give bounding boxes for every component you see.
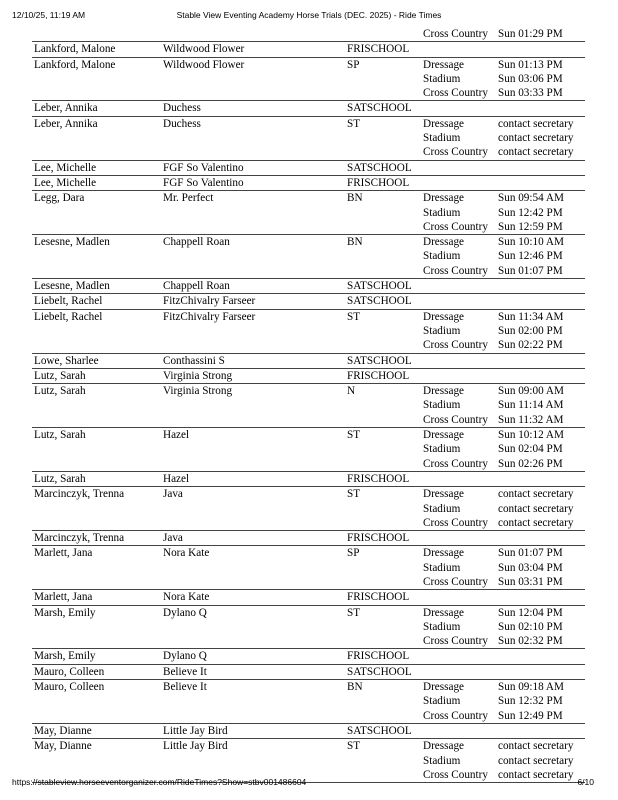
phase-cell: Stadium <box>423 399 461 412</box>
ride-time-cell: contact secretary <box>498 768 574 781</box>
horse-name-cell: FitzChivalry Farseer <box>163 310 256 323</box>
rider-name-cell: Lesesne, Madlen <box>34 280 110 293</box>
phase-cell: Stadium <box>423 72 461 85</box>
table-row-line <box>32 620 585 634</box>
table-row <box>32 590 585 605</box>
ride-time-cell: Sun 01:07 PM <box>498 547 563 560</box>
rider-name-cell: May, Dianne <box>34 740 92 753</box>
table-row <box>32 680 585 724</box>
table-row-line <box>32 457 585 471</box>
table-row-line <box>32 279 585 293</box>
rider-name-cell: Mauro, Colleen <box>34 681 105 694</box>
rider-name-cell: Marcinczyk, Trenna <box>34 488 125 501</box>
table-row-line <box>32 428 585 442</box>
table-row-line <box>32 546 585 560</box>
table-row <box>32 310 585 354</box>
phase-cell: Dressage <box>423 236 465 249</box>
table-row <box>32 279 585 294</box>
rider-name-cell: Lutz, Sarah <box>34 472 86 485</box>
phase-cell: Cross Country <box>423 264 488 277</box>
table-row <box>32 42 585 57</box>
ride-time-cell: Sun 12:49 PM <box>498 709 563 722</box>
ride-time-cell: Sun 12:59 PM <box>498 220 563 233</box>
level-cell: ST <box>347 606 361 619</box>
phase-cell: Cross Country <box>423 413 488 426</box>
phase-cell: Dressage <box>423 192 465 205</box>
page-number: 6/10 <box>577 777 594 787</box>
rider-name-cell: Marsh, Emily <box>34 650 96 663</box>
level-cell: FRISCHOOL <box>347 43 410 56</box>
table-row-line <box>32 384 585 398</box>
level-cell: SATSCHOOL <box>347 161 412 174</box>
phase-cell: Cross Country <box>423 28 488 40</box>
table-row-line <box>32 590 585 604</box>
ride-time-cell: Sun 01:29 PM <box>498 28 563 40</box>
table-row <box>32 606 585 650</box>
phase-cell: Stadium <box>423 502 461 515</box>
ride-time-cell: Sun 10:12 AM <box>498 429 564 442</box>
table-row-line <box>32 516 585 530</box>
horse-name-cell: Believe It <box>163 665 207 678</box>
table-row-line <box>32 324 585 338</box>
horse-name-cell: Wildwood Flower <box>163 43 245 56</box>
rider-name-cell: Lankford, Malone <box>34 43 116 56</box>
phase-cell: Dressage <box>423 429 465 442</box>
rider-name-cell: Marsh, Emily <box>34 606 96 619</box>
ride-time-cell: Sun 02:10 PM <box>498 620 563 633</box>
phase-cell: Stadium <box>423 443 461 456</box>
table-row <box>32 384 585 428</box>
horse-name-cell: Duchess <box>163 117 201 130</box>
ride-times-table <box>32 27 585 783</box>
table-row-line <box>32 665 585 679</box>
level-cell: BN <box>347 236 363 249</box>
rider-name-cell: May, Dianne <box>34 724 92 737</box>
phase-cell: Cross Country <box>423 709 488 722</box>
table-row-line <box>32 27 585 41</box>
level-cell: N <box>347 385 356 398</box>
ride-time-cell: contact secretary <box>498 146 574 159</box>
table-row-line <box>32 487 585 501</box>
table-row <box>32 487 585 531</box>
horse-name-cell: Hazel <box>163 429 190 442</box>
rider-name-cell: Liebelt, Rachel <box>34 295 103 308</box>
rider-name-cell: Lee, Michelle <box>34 161 97 174</box>
phase-cell: Stadium <box>423 324 461 337</box>
level-cell: ST <box>347 740 361 753</box>
horse-name-cell: Virginia Strong <box>163 385 233 398</box>
table-row-line <box>32 575 585 589</box>
level-cell: FRISCHOOL <box>347 369 410 382</box>
level-cell: BN <box>347 192 363 205</box>
phase-cell: Stadium <box>423 754 461 767</box>
ride-time-cell: Sun 11:32 AM <box>498 413 564 426</box>
horse-name-cell: Mr. Perfect <box>163 192 214 205</box>
table-row-line <box>32 249 585 263</box>
table-row <box>32 117 585 161</box>
level-cell: SATSCHOOL <box>347 665 412 678</box>
ride-time-cell: Sun 12:46 PM <box>498 250 563 263</box>
phase-cell: Dressage <box>423 488 465 501</box>
level-cell: FRISCHOOL <box>347 176 410 189</box>
level-cell: BN <box>347 681 363 694</box>
table-row-line <box>32 101 585 115</box>
table-row-line <box>32 86 585 100</box>
table-row <box>32 161 585 176</box>
phase-cell: Dressage <box>423 681 465 694</box>
level-cell: SP <box>347 547 360 560</box>
horse-name-cell: Little Jay Bird <box>163 724 228 737</box>
table-row-line <box>32 145 585 159</box>
level-cell: ST <box>347 310 361 323</box>
level-cell: SATSCHOOL <box>347 354 412 367</box>
horse-name-cell: Java <box>163 532 183 545</box>
table-row <box>32 428 585 472</box>
horse-name-cell: Hazel <box>163 472 190 485</box>
phase-cell: Stadium <box>423 620 461 633</box>
ride-time-cell: Sun 02:32 PM <box>498 635 563 648</box>
phase-cell: Stadium <box>423 695 461 708</box>
table-row <box>32 176 585 191</box>
rider-name-cell: Marlett, Jana <box>34 591 93 604</box>
ride-time-cell: contact secretary <box>498 754 574 767</box>
table-row-line <box>32 206 585 220</box>
print-date: 12/10/25, 11:19 AM <box>12 10 86 20</box>
rider-name-cell: Leber, Annika <box>34 102 98 115</box>
rider-name-cell: Mauro, Colleen <box>34 665 105 678</box>
rider-name-cell: Lutz, Sarah <box>34 429 86 442</box>
horse-name-cell: Conthassini S <box>163 354 225 367</box>
ride-time-cell: Sun 01:13 PM <box>498 58 563 71</box>
table-row-line <box>32 264 585 278</box>
level-cell: ST <box>347 429 361 442</box>
ride-time-cell: Sun 12:42 PM <box>498 206 563 219</box>
phase-cell: Dressage <box>423 310 465 323</box>
ride-time-cell: Sun 01:07 PM <box>498 264 563 277</box>
phase-cell: Cross Country <box>423 339 488 352</box>
level-cell: FRISCHOOL <box>347 591 410 604</box>
table-row-line <box>32 398 585 412</box>
table-row-line <box>32 694 585 708</box>
level-cell: SP <box>347 58 360 71</box>
table-row-line <box>32 680 585 694</box>
table-row-line <box>32 131 585 145</box>
rider-name-cell: Lesesne, Madlen <box>34 236 110 249</box>
table-row-line <box>32 724 585 738</box>
phase-cell: Cross Country <box>423 768 488 781</box>
ride-time-cell: contact secretary <box>498 132 574 145</box>
ride-time-cell: contact secretary <box>498 117 574 130</box>
phase-cell: Cross Country <box>423 575 488 588</box>
phase-cell: Cross Country <box>423 516 488 529</box>
phase-cell: Stadium <box>423 250 461 263</box>
table-row <box>32 235 585 279</box>
table-row-line <box>32 369 585 383</box>
rider-name-cell: Marlett, Jana <box>34 547 93 560</box>
page-title: Stable View Eventing Academy Horse Trials (DEC. 2025) - Ride Times <box>176 10 442 20</box>
table-row-line <box>32 709 585 723</box>
phase-cell: Dressage <box>423 117 465 130</box>
ride-time-cell: Sun 12:32 PM <box>498 695 563 708</box>
table-row-line <box>32 42 585 56</box>
table-row <box>32 191 585 235</box>
horse-name-cell: Dylano Q <box>163 606 207 619</box>
table-row-line <box>32 561 585 575</box>
ride-time-cell: Sun 11:14 AM <box>498 399 564 412</box>
phase-cell: Cross Country <box>423 220 488 233</box>
phase-cell: Cross Country <box>423 457 488 470</box>
ride-time-cell: Sun 11:34 AM <box>498 310 564 323</box>
ride-time-cell: Sun 02:22 PM <box>498 339 563 352</box>
horse-name-cell: Wildwood Flower <box>163 58 245 71</box>
table-row-line <box>32 117 585 131</box>
table-row-line <box>32 442 585 456</box>
horse-name-cell: FitzChivalry Farseer <box>163 295 256 308</box>
phase-cell: Dressage <box>423 547 465 560</box>
rider-name-cell: Lutz, Sarah <box>34 369 86 382</box>
phase-cell: Dressage <box>423 58 465 71</box>
phase-cell: Stadium <box>423 206 461 219</box>
table-row-line <box>32 338 585 352</box>
table-row <box>32 101 585 116</box>
horse-name-cell: Believe It <box>163 681 207 694</box>
table-row-line <box>32 606 585 620</box>
phase-cell: Dressage <box>423 606 465 619</box>
rider-name-cell: Lee, Michelle <box>34 176 97 189</box>
ride-time-cell: Sun 03:31 PM <box>498 575 563 588</box>
table-row <box>32 665 585 680</box>
table-row-line <box>32 161 585 175</box>
phase-cell: Cross Country <box>423 635 488 648</box>
ride-time-cell: contact secretary <box>498 502 574 515</box>
table-row <box>32 27 585 42</box>
rider-name-cell: Leber, Annika <box>34 117 98 130</box>
phase-cell: Dressage <box>423 740 465 753</box>
level-cell: SATSCHOOL <box>347 295 412 308</box>
table-row-line <box>32 354 585 368</box>
level-cell: SATSCHOOL <box>347 280 412 293</box>
table-row-line <box>32 58 585 72</box>
table-row-line <box>32 72 585 86</box>
table-row <box>32 649 585 664</box>
horse-name-cell: Nora Kate <box>163 547 210 560</box>
rider-name-cell: Lankford, Malone <box>34 58 116 71</box>
table-row-line <box>32 531 585 545</box>
horse-name-cell: Java <box>163 488 183 501</box>
ride-time-cell: Sun 09:18 AM <box>498 681 564 694</box>
ride-time-cell: contact secretary <box>498 488 574 501</box>
horse-name-cell: FGF So Valentino <box>163 161 244 174</box>
table-row-line <box>32 413 585 427</box>
table-row-line <box>32 310 585 324</box>
table-row-line <box>32 176 585 190</box>
print-footer <box>0 777 618 791</box>
level-cell: FRISCHOOL <box>347 532 410 545</box>
table-row-line <box>32 191 585 205</box>
level-cell: ST <box>347 488 361 501</box>
table-row <box>32 472 585 487</box>
page-url: https://stableview.horseeventorganizer.com/RideTimes?Show=stbv001486604 <box>12 777 307 787</box>
level-cell: SATSCHOOL <box>347 724 412 737</box>
phase-cell: Cross Country <box>423 146 488 159</box>
ride-time-cell: Sun 03:06 PM <box>498 72 563 85</box>
table-row-line <box>32 235 585 249</box>
table-row <box>32 294 585 309</box>
ride-time-cell: Sun 02:04 PM <box>498 443 563 456</box>
table-row-line <box>32 634 585 648</box>
horse-name-cell: Duchess <box>163 102 201 115</box>
level-cell: SATSCHOOL <box>347 102 412 115</box>
ride-time-cell: Sun 10:10 AM <box>498 236 564 249</box>
horse-name-cell: Virginia Strong <box>163 369 233 382</box>
table-row <box>32 546 585 590</box>
ride-time-cell: Sun 09:54 AM <box>498 192 564 205</box>
rider-name-cell: Lowe, Sharlee <box>34 354 99 367</box>
level-cell: FRISCHOOL <box>347 650 410 663</box>
ride-time-cell: Sun 03:04 PM <box>498 561 563 574</box>
horse-name-cell: Nora Kate <box>163 591 210 604</box>
table-row <box>32 354 585 369</box>
table-row <box>32 724 585 739</box>
horse-name-cell: Chappell Roan <box>163 236 230 249</box>
ride-time-cell: Sun 03:33 PM <box>498 87 563 100</box>
ride-time-cell: Sun 09:00 AM <box>498 385 564 398</box>
print-header <box>0 10 618 24</box>
level-cell: ST <box>347 117 361 130</box>
rider-name-cell: Lutz, Sarah <box>34 385 86 398</box>
phase-cell: Dressage <box>423 385 465 398</box>
horse-name-cell: Dylano Q <box>163 650 207 663</box>
ride-time-cell: Sun 02:26 PM <box>498 457 563 470</box>
rider-name-cell: Legg, Dara <box>34 192 85 205</box>
table-row-line <box>32 502 585 516</box>
phase-cell: Stadium <box>423 132 461 145</box>
horse-name-cell: Little Jay Bird <box>163 740 228 753</box>
horse-name-cell: Chappell Roan <box>163 280 230 293</box>
table-row-line <box>32 649 585 663</box>
table-row-line <box>32 754 585 768</box>
rider-name-cell: Liebelt, Rachel <box>34 310 103 323</box>
table-row-line <box>32 294 585 308</box>
level-cell: FRISCHOOL <box>347 472 410 485</box>
table-row <box>32 58 585 102</box>
ride-time-cell: Sun 12:04 PM <box>498 606 563 619</box>
ride-time-cell: contact secretary <box>498 516 574 529</box>
table-row <box>32 531 585 546</box>
phase-cell: Stadium <box>423 561 461 574</box>
ride-time-cell: contact secretary <box>498 740 574 753</box>
table-row <box>32 369 585 384</box>
phase-cell: Cross Country <box>423 87 488 100</box>
table-row-line <box>32 220 585 234</box>
horse-name-cell: FGF So Valentino <box>163 176 244 189</box>
rider-name-cell: Marcinczyk, Trenna <box>34 532 125 545</box>
table-row-line <box>32 472 585 486</box>
ride-time-cell: Sun 02:00 PM <box>498 324 563 337</box>
table-row-line <box>32 739 585 753</box>
